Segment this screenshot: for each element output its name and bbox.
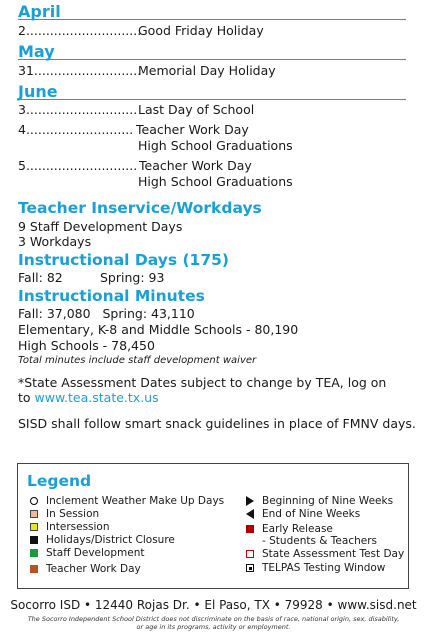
entry-day: 2 xyxy=(18,23,26,38)
inservice-line: 9 Staff Development Days xyxy=(18,219,183,234)
teacher-work-day-swatch-icon xyxy=(30,565,38,573)
square-dot-icon xyxy=(246,564,254,572)
legend-title: Legend xyxy=(27,472,92,490)
triangle-left-icon xyxy=(246,509,254,519)
entry-description: Last Day of School xyxy=(138,102,255,117)
assessment-note: *State Assessment Dates subject to change by TEA, log on xyxy=(18,375,387,390)
month-heading-may: May xyxy=(18,42,55,61)
entry-description: Memorial Day Holiday xyxy=(138,63,276,78)
snack-note: SISD shall follow smart snack guidelines in place of FMNV days. xyxy=(18,416,416,431)
tea-link[interactable]: www.tea.state.tx.us xyxy=(34,390,159,405)
calendar-notes-page: April 2............................. Good Friday Holiday May 31........................... Memorial Day Holiday June 3............................ Last Day of School 4........................... Teacher Work Day High School Graduations 5............................ Teacher Work Day High School Graduations Teacher Inservice/Workdays 9 Staff Development Days 3 Workdays Instructional Days (175) Fall: 82 Spring: 93 Instructional Minutes Fall: 37,080 Spring: 43,110 Elementary, K-8 and Middle Schools - 80,190 High Schools - 78,450 Total minutes include staff development waiver *State Assessment Dates subject to change by TEA, log on to www.tea.state.tx.us SISD shall follow smart snack guidelines in place of FMNV days. Legend Inclement Weather Make Up Days In Session Intersession Holidays/District Closure Staff Development Teacher Work Day Beginning of Nine Weeks End of Nine Weeks Early Release - Students & Teachers State Assessment Test Day TELPAS Testing Window Socorro ISD • 12440 Rojas Dr. • El Paso, TX • 79928 • www.sisd.net The Socorro Independent School District does not discriminate on the basis of race, national origin, sex, disability, or age in its programs, activity or employment. xyxy=(0,0,427,634)
month-heading-april: April xyxy=(18,2,61,21)
entry-description: Teacher Work Day xyxy=(136,122,249,137)
in-session-swatch-icon xyxy=(30,510,38,518)
month-divider xyxy=(18,19,406,20)
section-heading-instructional-days: Instructional Days (175) xyxy=(18,251,229,269)
holiday-swatch-icon xyxy=(30,536,38,544)
calendar-entry: 4........................... Teacher Work Day xyxy=(18,122,249,137)
circle-outline-icon xyxy=(30,497,38,505)
calendar-entry: 3............................ Last Day of School xyxy=(18,102,255,117)
square-outline-icon xyxy=(246,550,254,558)
section-heading-teacher-inservice: Teacher Inservice/Workdays xyxy=(18,199,262,217)
calendar-entry: 5............................ Teacher Work Day xyxy=(18,158,252,173)
intersession-swatch-icon xyxy=(30,523,38,531)
calendar-entry: 2............................. Good Friday Holiday xyxy=(18,23,264,38)
footer-disclaimer-continued: or age in its programs, activity or employment. xyxy=(136,623,291,631)
calendar-entry: 31........................... Memorial Day Holiday xyxy=(18,63,276,78)
staff-development-swatch-icon xyxy=(30,549,38,557)
entry-description: High School Graduations xyxy=(138,138,293,153)
month-divider xyxy=(18,59,406,60)
month-heading-june: June xyxy=(18,82,58,101)
entry-day: 4 xyxy=(18,122,26,137)
entry-description: Good Friday Holiday xyxy=(138,23,264,38)
entry-day: 31 xyxy=(18,63,34,78)
month-divider xyxy=(18,99,406,100)
inservice-line: 3 Workdays xyxy=(18,234,92,249)
footer-address: Socorro ISD • 12440 Rojas Dr. • El Paso, TX • 79928 • www.sisd.net xyxy=(10,598,417,612)
minutes-line: Fall: 37,080 Spring: 43,110 xyxy=(18,306,195,321)
minutes-line: High Schools - 78,450 xyxy=(18,338,155,353)
entry-description: Teacher Work Day xyxy=(139,158,252,173)
assessment-note-to: to xyxy=(18,390,35,405)
section-heading-instructional-minutes: Instructional Minutes xyxy=(18,287,205,305)
instructional-days-fall: Fall: 82 xyxy=(18,270,63,285)
minutes-note: Total minutes include staff development waiver xyxy=(18,355,257,366)
instructional-days-spring: Spring: 93 xyxy=(100,270,165,285)
triangle-right-icon xyxy=(246,496,254,506)
minutes-line: Elementary, K-8 and Middle Schools - 80,190 xyxy=(18,322,299,337)
assessment-note-continued xyxy=(18,390,159,405)
entry-day: 3 xyxy=(18,102,26,117)
footer-disclaimer: The Socorro Independent School District does not discriminate on the basis of race, national origin, sex, disability, xyxy=(27,615,400,623)
entry-description: High School Graduations xyxy=(138,174,293,189)
entry-day: 5 xyxy=(18,158,26,173)
early-release-swatch-icon xyxy=(246,525,254,533)
